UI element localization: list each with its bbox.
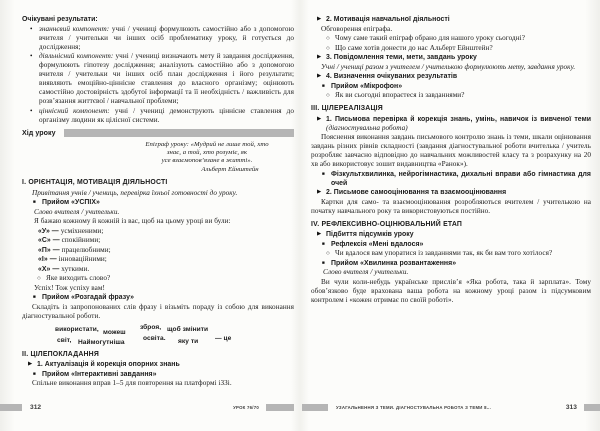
text-line	[34, 208, 119, 216]
text-segment: Картки для само- та взаємооцінювання розробляються вчителем / учителькою на початку навчального року та використовуються постійно.	[311, 197, 591, 215]
section-reflection	[311, 220, 591, 229]
text-segment: Ви чули коли-небудь українське прислів’я «Яка робота, така й зарплата». Тому обов’язково буде врахована ваша робота на кожному уроці разом із підсумковим контролем і «кожен отримає по своїй роботі».	[311, 277, 591, 304]
text-segment: Привітання учнів / учениць, перевірка їхньої готовності до уроку.	[32, 188, 238, 197]
text-segment: 4. Визначення очікуваних результатів	[326, 73, 458, 80]
para	[311, 278, 591, 305]
triangle-marker-icon: ▶	[317, 16, 322, 22]
text-line	[34, 217, 231, 225]
footer-bar-right	[266, 404, 294, 411]
text-line	[331, 82, 591, 91]
text-segment: Прийом «Мікрофон»	[331, 82, 403, 90]
text-line	[311, 198, 591, 215]
li	[37, 274, 294, 283]
square-marker-icon: ■	[322, 171, 325, 177]
text-line	[22, 350, 99, 358]
para	[22, 189, 294, 198]
text-line	[323, 268, 408, 276]
li	[30, 107, 294, 125]
para	[311, 63, 591, 72]
para	[38, 227, 294, 236]
circle-marker-icon: ○	[326, 44, 330, 52]
text-line	[38, 246, 111, 254]
text-line	[335, 91, 591, 100]
para	[38, 246, 294, 255]
text-segment: Очікувані результати:	[22, 16, 98, 23]
footer-bar-left	[302, 404, 328, 411]
text-line	[38, 255, 107, 263]
text-segment: IV. РЕФЛЕКСИВНО-ОЦІНЮВАЛЬНИЙ ЕТАП	[311, 220, 463, 228]
text-segment: Я бажаю кожному й кожній із вас, щоб на цьому уроці ви були:	[34, 217, 231, 226]
lesson-label: УРОК 76/70	[233, 405, 259, 410]
text-line	[38, 265, 89, 273]
li	[317, 53, 591, 62]
page-left-content	[0, 0, 300, 388]
text-segment: Складіть із запропонованих слів фразу і візьміть пораду із собою для виконання діагностувальної роботи.	[22, 302, 294, 320]
li	[317, 115, 591, 133]
para	[311, 198, 591, 216]
epigraph-line: Епіграф уроку: «Мудрий не лише той, хто	[145, 140, 269, 148]
text-line	[34, 284, 105, 292]
text-segment: Прийом «Розгадай фразу»	[42, 294, 135, 302]
text-line	[38, 227, 103, 235]
para	[38, 265, 294, 274]
li	[33, 370, 294, 379]
text-segment: учні / учениці демонструють ціннісне ставлення до організму людини як цілісної системи.	[39, 106, 295, 124]
square-marker-icon: ■	[33, 371, 36, 377]
bullet-marker-icon: •	[30, 106, 33, 115]
page-number: 313	[565, 404, 577, 411]
text-line	[331, 240, 591, 249]
text-line	[39, 107, 294, 125]
circle-marker-icon: ○	[326, 92, 330, 99]
text-segment: діяльнісний компонент:	[39, 52, 114, 60]
text-segment: хуткими.	[61, 264, 90, 273]
text-segment: ціннісний компонент:	[39, 106, 110, 115]
text-segment: Обговорення епіграфа.	[321, 24, 393, 33]
para	[22, 379, 294, 388]
text-line	[326, 72, 591, 81]
text-line	[335, 44, 591, 53]
bullet-marker-icon: •	[30, 24, 33, 33]
li	[317, 72, 591, 81]
li	[33, 293, 294, 302]
text-segment: 2. Письмове самооцінювання та взаємооцінювання	[326, 189, 507, 196]
page-number: 312	[30, 404, 42, 411]
para	[34, 217, 294, 226]
course-of-lesson-bar	[22, 129, 294, 138]
scatter-word: зброя,	[140, 323, 162, 331]
epigraph-line: знає, а той, хто розуміє, як	[166, 148, 248, 156]
text-line	[331, 170, 591, 188]
text-line	[42, 293, 294, 302]
text-segment: 1. Актуалізація й корекція опорних знань	[37, 361, 180, 369]
square-marker-icon: ■	[33, 295, 36, 301]
para	[323, 268, 591, 277]
li	[326, 34, 591, 43]
scatter-word: щоб змінити	[167, 325, 209, 333]
text-line	[335, 34, 591, 43]
triangle-marker-icon: ▶	[317, 115, 322, 122]
page-right-footer	[302, 403, 600, 412]
scatter-word: яку ти	[178, 337, 199, 345]
rule-label: Хід уроку	[22, 128, 56, 137]
text-segment: «П» —	[38, 246, 62, 254]
text-segment: 2. Мотивація навчальної діяльності	[326, 16, 450, 23]
text-line	[42, 198, 294, 207]
text-segment: 3. Повідомлення теми, мети, завдань уроку	[326, 54, 477, 61]
li	[322, 170, 591, 188]
square-marker-icon: ■	[322, 83, 325, 89]
li	[326, 44, 591, 53]
text-line	[22, 178, 167, 186]
epigraph-author: Альберт Ейнштейн	[201, 165, 259, 173]
epigraph-line: усе взаємопов’язане в житті».	[161, 157, 253, 165]
li	[317, 15, 591, 24]
text-segment: Як ви сьогодні впораєтеся із завданнями?	[335, 91, 465, 99]
li	[322, 82, 591, 91]
li	[33, 198, 294, 207]
gray-bar	[64, 129, 294, 137]
para	[311, 25, 591, 34]
text-segment: Рефлексія «Мені вдалося»	[331, 240, 424, 248]
text-line	[311, 220, 462, 228]
text-segment: Прийом «УСПІХ»	[42, 199, 100, 207]
text-line	[326, 115, 591, 133]
text-segment: спокійними;	[61, 236, 101, 245]
text-segment: І. ОРІЄНТАЦІЯ, МОТИВАЦІЯ ДІЯЛЬНОСТІ	[22, 179, 168, 187]
text-line	[326, 53, 591, 62]
page-right-content	[300, 0, 600, 305]
text-line	[39, 25, 294, 52]
page-left-footer	[0, 403, 294, 412]
triangle-marker-icon: ▶	[317, 189, 322, 195]
epigraph	[122, 141, 292, 175]
text-segment: Прийом «Хвилинка розвантаження»	[331, 259, 457, 267]
text-line	[39, 52, 294, 106]
footer-bar-right	[584, 404, 600, 411]
section-goal-realization	[311, 104, 591, 113]
li	[322, 259, 591, 268]
text-segment: «У» —	[38, 227, 61, 235]
section-goal-setting	[22, 350, 294, 359]
para	[34, 208, 294, 217]
section-orientation	[22, 178, 294, 187]
text-line	[326, 230, 591, 239]
text-segment: Яке виходить слово?	[46, 274, 111, 283]
text-line	[38, 236, 100, 244]
square-marker-icon: ■	[33, 200, 36, 206]
text-segment: Успіх! Тож успіху вам!	[34, 283, 105, 292]
running-title: УЗАГАЛЬНЕННЯ З ТЕМИ. ДІАГНОСТУВАЛЬНА РОБОТА З ТЕМИ 8...	[336, 405, 492, 410]
text-segment: Слово вчителя / учительки.	[323, 268, 409, 276]
scatter-word: освіта.	[143, 334, 166, 342]
para	[22, 303, 294, 321]
text-segment: «Х» —	[38, 265, 62, 273]
triangle-marker-icon: ▶	[317, 54, 322, 60]
text-segment: Підбиття підсумків уроку	[326, 231, 414, 238]
li	[317, 230, 591, 239]
para	[38, 236, 294, 245]
text-segment: Пояснення виконання завдань письмового контролю знань із теми, шкали оцінювання завдань різних рівнів складності (завдання діагностувальної роботи вчителька / учитель розробляє завчасно відповідно до навчальних можливостей класу та з розрахунку на 20 хв або використовує зошит видавництва «Ранок»).	[311, 133, 591, 168]
text-line	[321, 25, 392, 33]
scatter-word: Наймогутніша	[78, 338, 125, 346]
text-segment: інноваційними;	[58, 255, 107, 264]
word-scramble	[52, 322, 294, 346]
text-segment: Чи вдалося вам упоратися із завданнями так, як би вам того хотілося?	[335, 249, 553, 257]
text-segment: учні / учениці формулюють самостійно або з допомогою вчителя / учительки чи інших осіб проблематику уроку, й готується до дослідження;	[39, 24, 294, 51]
text-segment: працелюбними;	[61, 245, 111, 254]
text-line	[46, 274, 294, 283]
text-line	[37, 360, 294, 369]
text-line	[311, 278, 591, 304]
square-marker-icon: ■	[322, 260, 325, 266]
text-segment: Чому саме такий епіграф обрано для нашого уроку сьогодні?	[335, 34, 525, 42]
scatter-word: можеш	[103, 328, 126, 336]
li	[30, 52, 294, 106]
para	[34, 284, 294, 293]
scatter-word: світ,	[57, 336, 72, 344]
text-line	[321, 63, 575, 71]
text-segment: Фізкультхвилинка, нейрогімнастика, дихальні вправи або гімнастика для очей	[331, 170, 591, 187]
text-segment: «С» —	[38, 237, 62, 245]
li	[322, 240, 591, 249]
li	[326, 91, 591, 100]
para	[311, 133, 591, 169]
circle-marker-icon: ○	[326, 35, 330, 42]
bullet-marker-icon: •	[30, 52, 33, 60]
text-line	[32, 379, 232, 387]
circle-marker-icon: ○	[37, 275, 41, 283]
square-marker-icon: ■	[322, 241, 325, 247]
page-right	[300, 0, 600, 431]
text-line	[331, 259, 591, 268]
text-line	[326, 15, 591, 24]
text-line	[22, 15, 98, 23]
text-segment: «І» —	[38, 256, 59, 264]
li	[317, 188, 591, 197]
text-line	[42, 370, 294, 379]
text-segment: ІІІ. ЦІЛЕРЕАЛІЗАЦІЯ	[311, 105, 383, 112]
text-line	[32, 189, 237, 197]
text-line	[22, 303, 294, 320]
text-segment: знаннєвий компонент:	[39, 24, 110, 33]
li	[30, 25, 294, 52]
scatter-word: — це	[215, 334, 232, 342]
para	[38, 255, 294, 264]
li	[326, 249, 591, 258]
triangle-marker-icon: ▶	[28, 361, 33, 368]
text-segment: учні / учениці визначають мету й завдання дослідження, формулюють гіпотезу дослідження; аналізують самостійно або з допомогою вчителя / учительки чи інших осіб план дослідження і його результати; виявляють емоційно-ціннісне ставлення до власного організму; оцінюють самостійно достовірність здобутої інформації та її необхідність / важливість для розв’язання життєвої / навчальної проблеми;	[39, 52, 294, 105]
text-segment: Спільне виконання вправ 1–5 для повторення на платформі іЗЗі.	[32, 379, 232, 388]
triangle-marker-icon: ▶	[317, 73, 322, 79]
text-segment: Що саме хотів донести до нас Альберт Ейнштейн?	[335, 43, 493, 52]
text-line	[311, 133, 591, 168]
text-segment: 1. Письмова перевірка й корекція знань, умінь, навичок із вивченої теми	[326, 115, 591, 123]
text-line	[311, 104, 383, 112]
triangle-marker-icon: ▶	[317, 231, 322, 237]
expected-results-heading	[22, 15, 294, 24]
text-line	[335, 249, 591, 258]
text-line	[326, 188, 591, 197]
text-segment: Слово вчителя / учительки.	[34, 207, 120, 216]
scatter-word: використати,	[55, 325, 99, 333]
text-segment: усміхненими;	[60, 226, 104, 235]
text-segment: Прийом «Інтерактивні завдання»	[42, 370, 157, 378]
text-segment: (діагностувальна робота)	[326, 123, 408, 132]
li	[28, 360, 294, 369]
text-segment: Учні / учениці разом з учителем / учителькою формулюють мету, завдання уроку.	[321, 62, 576, 71]
footer-bar-left	[0, 404, 22, 411]
circle-marker-icon: ○	[326, 250, 330, 257]
text-segment: ІІ. ЦІЛЕПОКЛАДАННЯ	[22, 350, 100, 358]
